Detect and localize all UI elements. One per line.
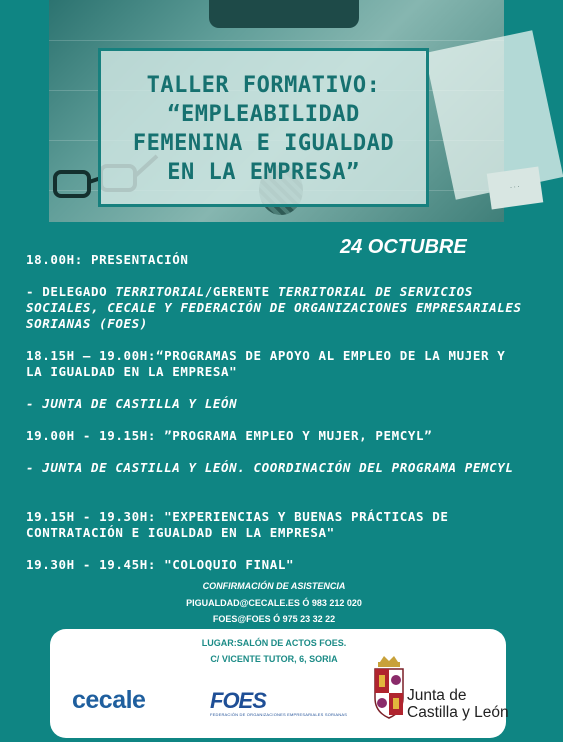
- agenda-talk-2-speaker: - JUNTA DE CASTILLA Y LEÓN. COORDINACIÓN DEL PROGRAMA PEMCYL: [26, 460, 514, 475]
- agenda-presentation: 18.00H: PRESENTACIÓN: [26, 252, 189, 267]
- agenda-closing: 19.30H - 19.45H: "COLOQUIO FINAL": [26, 557, 295, 572]
- junta-crest-icon: [372, 656, 406, 720]
- delegate-text: /GERENTE: [204, 284, 278, 299]
- typewriter-graphic: [209, 0, 359, 28]
- junta-logo-line: Junta de: [407, 687, 467, 704]
- title-line: FEMENINA E IGUALDAD: [132, 131, 395, 156]
- agenda-talk-1: 18.15H – 19.00H:“PROGRAMAS DE APOYO AL EMPLEO DE LA MUJER Y LA IGUALDAD EN LA EMPRESA": [26, 348, 506, 379]
- event-date: 24 OCTUBRE: [340, 236, 467, 258]
- junta-logo-line: Castilla y León: [407, 704, 509, 721]
- title-line: EN LA EMPRESA”: [167, 160, 360, 185]
- title-box: [98, 48, 429, 207]
- foes-logo: [210, 688, 348, 720]
- title-line: TALLER FORMATIVO:: [146, 73, 381, 98]
- contact-email-cecale[interactable]: PIGUALDAD@CECALE.ES Ó 983 212 020: [186, 598, 362, 608]
- confirmation-heading: CONFIRMACIÓN DE ASISTENCIA: [202, 581, 346, 591]
- venue-name: LUGAR:SALÓN DE ACTOS FOES.: [201, 638, 347, 648]
- cecale-logo: cecale: [72, 686, 146, 714]
- delegate-text: TERRITORIAL: [115, 284, 205, 299]
- agenda-talk-3: 19.15H - 19.30H: "EXPERIENCIAS Y BUENAS PRÁCTICAS DE CONTRATACIÓN E IGUALDAD EN LA EMPRESA": [26, 509, 449, 540]
- junta-logo-text: [407, 687, 509, 721]
- delegate-text: - DELEGADO: [26, 284, 116, 299]
- agenda-talk-1-speaker: - JUNTA DE CASTILLA Y LEÓN: [26, 396, 238, 411]
- small-card-graphic: · · ·: [487, 167, 544, 210]
- agenda-delegate: [26, 284, 526, 332]
- venue-address: C/ VICENTE TUTOR, 6, SORIA: [210, 654, 338, 664]
- agenda-talk-2: 19.00H - 19.15H: ”PROGRAMA EMPLEO Y MUJER, PEMCYL”: [26, 428, 433, 443]
- foes-logo-subtitle: FEDERACIÓN DE ORGANIZACIONES EMPRESARIALES SORIANAS: [210, 712, 348, 717]
- title-line: “EMPLEABILIDAD: [167, 102, 360, 127]
- event-title: [101, 71, 426, 187]
- delegate-text: TERRITORIAL DE SERVICIOS SOCIALES, CECALE Y FEDERACIÓN DE ORGANIZACIONES EMPRESARIALES SORIANAS (FOES): [26, 284, 522, 331]
- contact-email-foes[interactable]: FOES@FOES Ó 975 23 32 22: [212, 614, 336, 624]
- foes-logo-word: FOES: [210, 688, 266, 713]
